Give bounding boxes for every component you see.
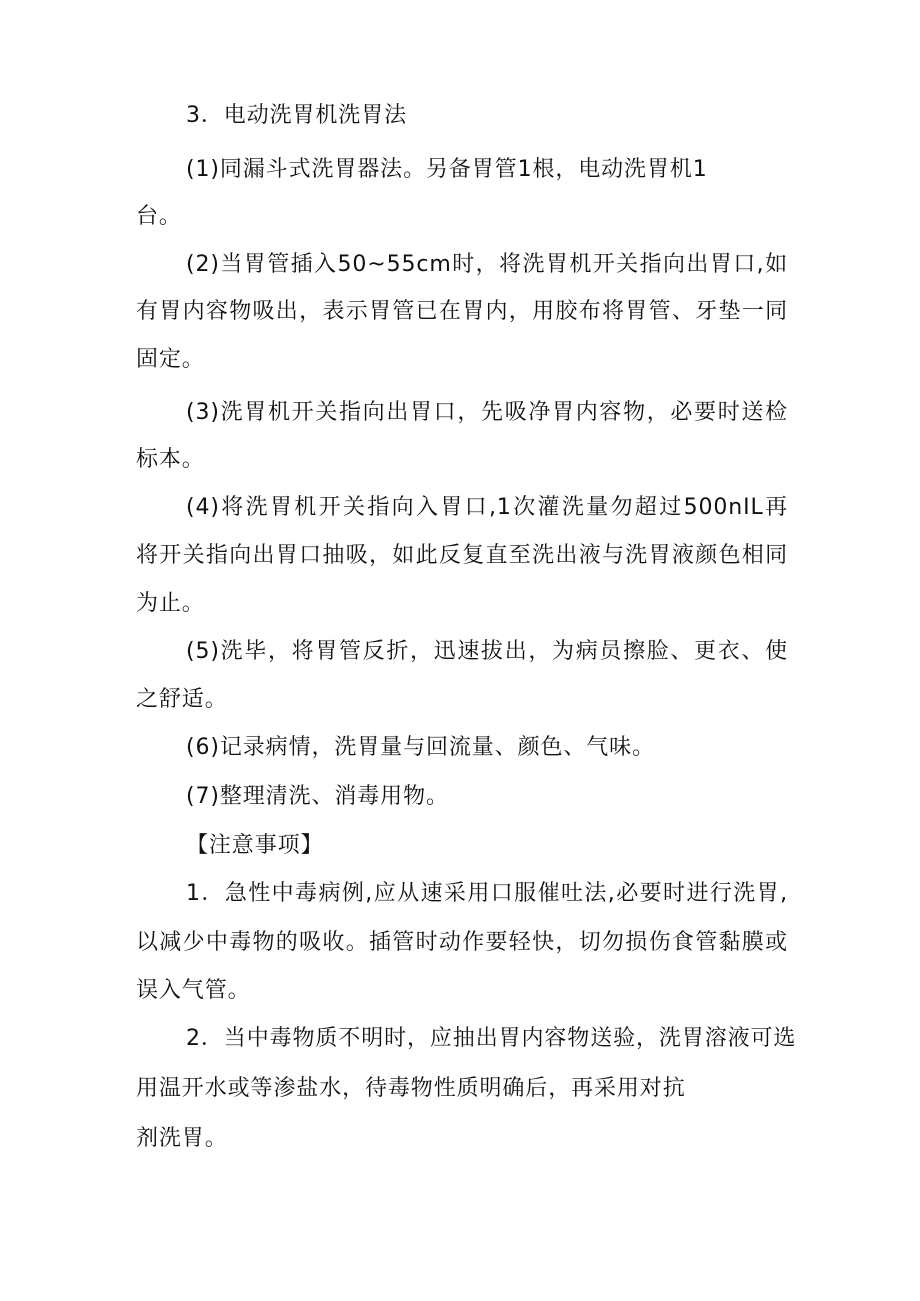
step-7-line-1: (7)整理清洗、消毒用物。: [186, 784, 449, 809]
step-4-line-1: (4)将洗胃机开关指向入胃口,1次灌洗量勿超过500nIL再: [186, 495, 788, 520]
notes-heading: 【注意事项】: [186, 833, 324, 858]
section-title: 3．电动洗胃机洗胃法: [186, 103, 407, 128]
note-1-line-2: 以减少中毒物的吸收。插管时动作要轻快，切勿损伤食管黏膜或: [136, 930, 788, 955]
step-3-line-2: 标本。: [136, 447, 205, 472]
step-2-line-1: (2)当胃管插入50~55cm时，将洗胃机开关指向出胃口,如: [186, 252, 788, 277]
step-2-line-3: 固定。: [136, 347, 205, 372]
step-1-line-1: (1)同漏斗式洗胃器法。另备胃管1根，电动洗胃机1: [186, 157, 708, 182]
step-6-line-1: (6)记录病情，洗胃量与回流量、颜色、气味。: [186, 735, 655, 760]
step-2-line-2: 有胃内容物吸出，表示胃管已在胃内，用胶布将胃管、牙垫一同: [136, 299, 788, 324]
note-2-line-3: 剂洗胃。: [136, 1126, 228, 1151]
note-1-line-1: 1．急性中毒病例,应从速采用口服催吐法,必要时进行洗胃,: [186, 881, 788, 906]
note-1-line-3: 误入气管。: [136, 978, 251, 1003]
step-3-line-1: (3)洗胃机开关指向出胃口，先吸净胃内容物，必要时送检: [186, 400, 788, 425]
step-5-line-2: 之舒适。: [136, 687, 228, 712]
note-2-line-1: 2．当中毒物质不明时，应抽出胃内容物送验，洗胃溶液可选: [186, 1026, 797, 1051]
step-5-line-1: (5)洗毕，将胃管反折，迅速拔出，为病员擦脸、更衣、使: [186, 639, 788, 664]
step-4-line-2: 将开关指向出胃口抽吸，如此反复直至洗出液与洗胃液颜色相同: [136, 543, 788, 568]
step-1-line-2: 台。: [136, 204, 182, 229]
step-4-line-3: 为止。: [136, 591, 205, 616]
note-2-line-2: 用温开水或等渗盐水，待毒物性质明确后，再采用对抗: [136, 1076, 686, 1101]
